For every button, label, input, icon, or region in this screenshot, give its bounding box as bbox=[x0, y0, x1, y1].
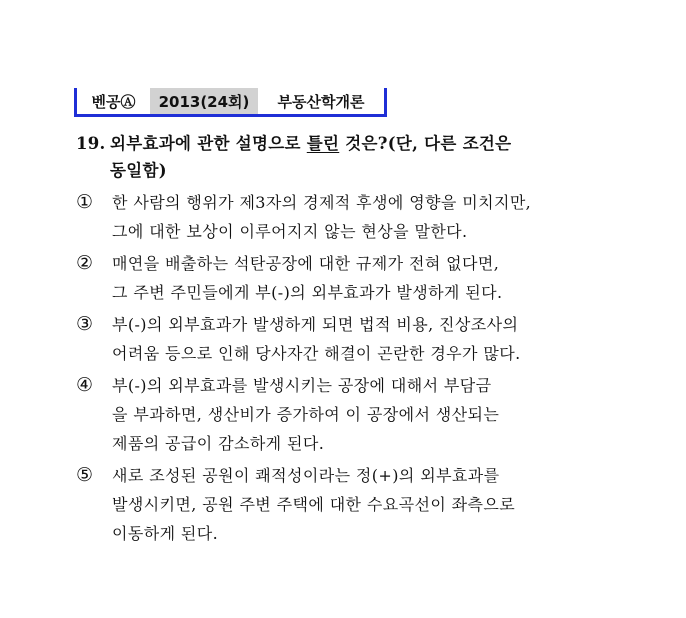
option-3[interactable] bbox=[76, 310, 596, 368]
option-4-line-3: 제품의 공급이 감소하게 된다. bbox=[112, 434, 325, 453]
question-text-after: 것은?(단, 다른 조건은 bbox=[339, 134, 512, 153]
exam-type-label: 벤공Ⓐ bbox=[77, 88, 150, 114]
option-4[interactable] bbox=[76, 371, 596, 458]
exam-year-label: 2013(24회) bbox=[150, 88, 258, 114]
question-line-2: 동일함) bbox=[110, 161, 167, 180]
option-5-marker: ⑤ bbox=[76, 464, 94, 486]
option-5[interactable] bbox=[76, 461, 596, 548]
option-5-line-3: 이동하게 된다. bbox=[112, 524, 219, 543]
option-1-line-1: 한 사람의 행위가 제3자의 경제적 후생에 영향을 미치지만, bbox=[112, 193, 532, 212]
exam-subject-label: 부동산학개론 bbox=[258, 88, 384, 114]
option-5-line-2: 발생시키면, 공원 주변 주택에 대한 수요곡선이 좌측으로 bbox=[112, 495, 516, 514]
option-2-line-1: 매연을 배출하는 석탄공장에 대한 규제가 전혀 없다면, bbox=[112, 254, 500, 273]
option-4-line-1: 부(-)의 외부효과를 발생시키는 공장에 대해서 부담금 bbox=[112, 376, 492, 395]
exam-header-bar bbox=[74, 88, 387, 117]
option-2-marker: ② bbox=[76, 252, 94, 274]
option-3-marker: ③ bbox=[76, 313, 94, 335]
question-number: 19. bbox=[76, 134, 106, 153]
option-4-line-2: 을 부과하면, 생산비가 증가하여 이 공장에서 생산되는 bbox=[112, 405, 500, 424]
question-line-1 bbox=[76, 130, 596, 157]
option-1-line-2: 그에 대한 보상이 이루어지지 않는 현상을 말한다. bbox=[112, 222, 468, 241]
option-5-line-1: 새로 조성된 공원이 쾌적성이라는 정(+)의 외부효과를 bbox=[112, 466, 500, 485]
answer-options bbox=[76, 188, 596, 551]
question-text-before: 외부효과에 관한 설명으로 bbox=[110, 134, 307, 153]
option-2-line-2: 그 주변 주민들에게 부(-)의 외부효과가 발생하게 된다. bbox=[112, 283, 503, 302]
option-3-line-1: 부(-)의 외부효과가 발생하게 되면 법적 비용, 진상조사의 bbox=[112, 315, 519, 334]
option-1-marker: ① bbox=[76, 191, 94, 213]
option-3-line-2: 어려움 등으로 인해 당사자간 해결이 곤란한 경우가 많다. bbox=[112, 344, 521, 363]
question-stem bbox=[76, 130, 596, 184]
option-1[interactable] bbox=[76, 188, 596, 246]
option-4-marker: ④ bbox=[76, 374, 94, 396]
question-underlined-word: 틀린 bbox=[306, 134, 340, 153]
option-2[interactable] bbox=[76, 249, 596, 307]
